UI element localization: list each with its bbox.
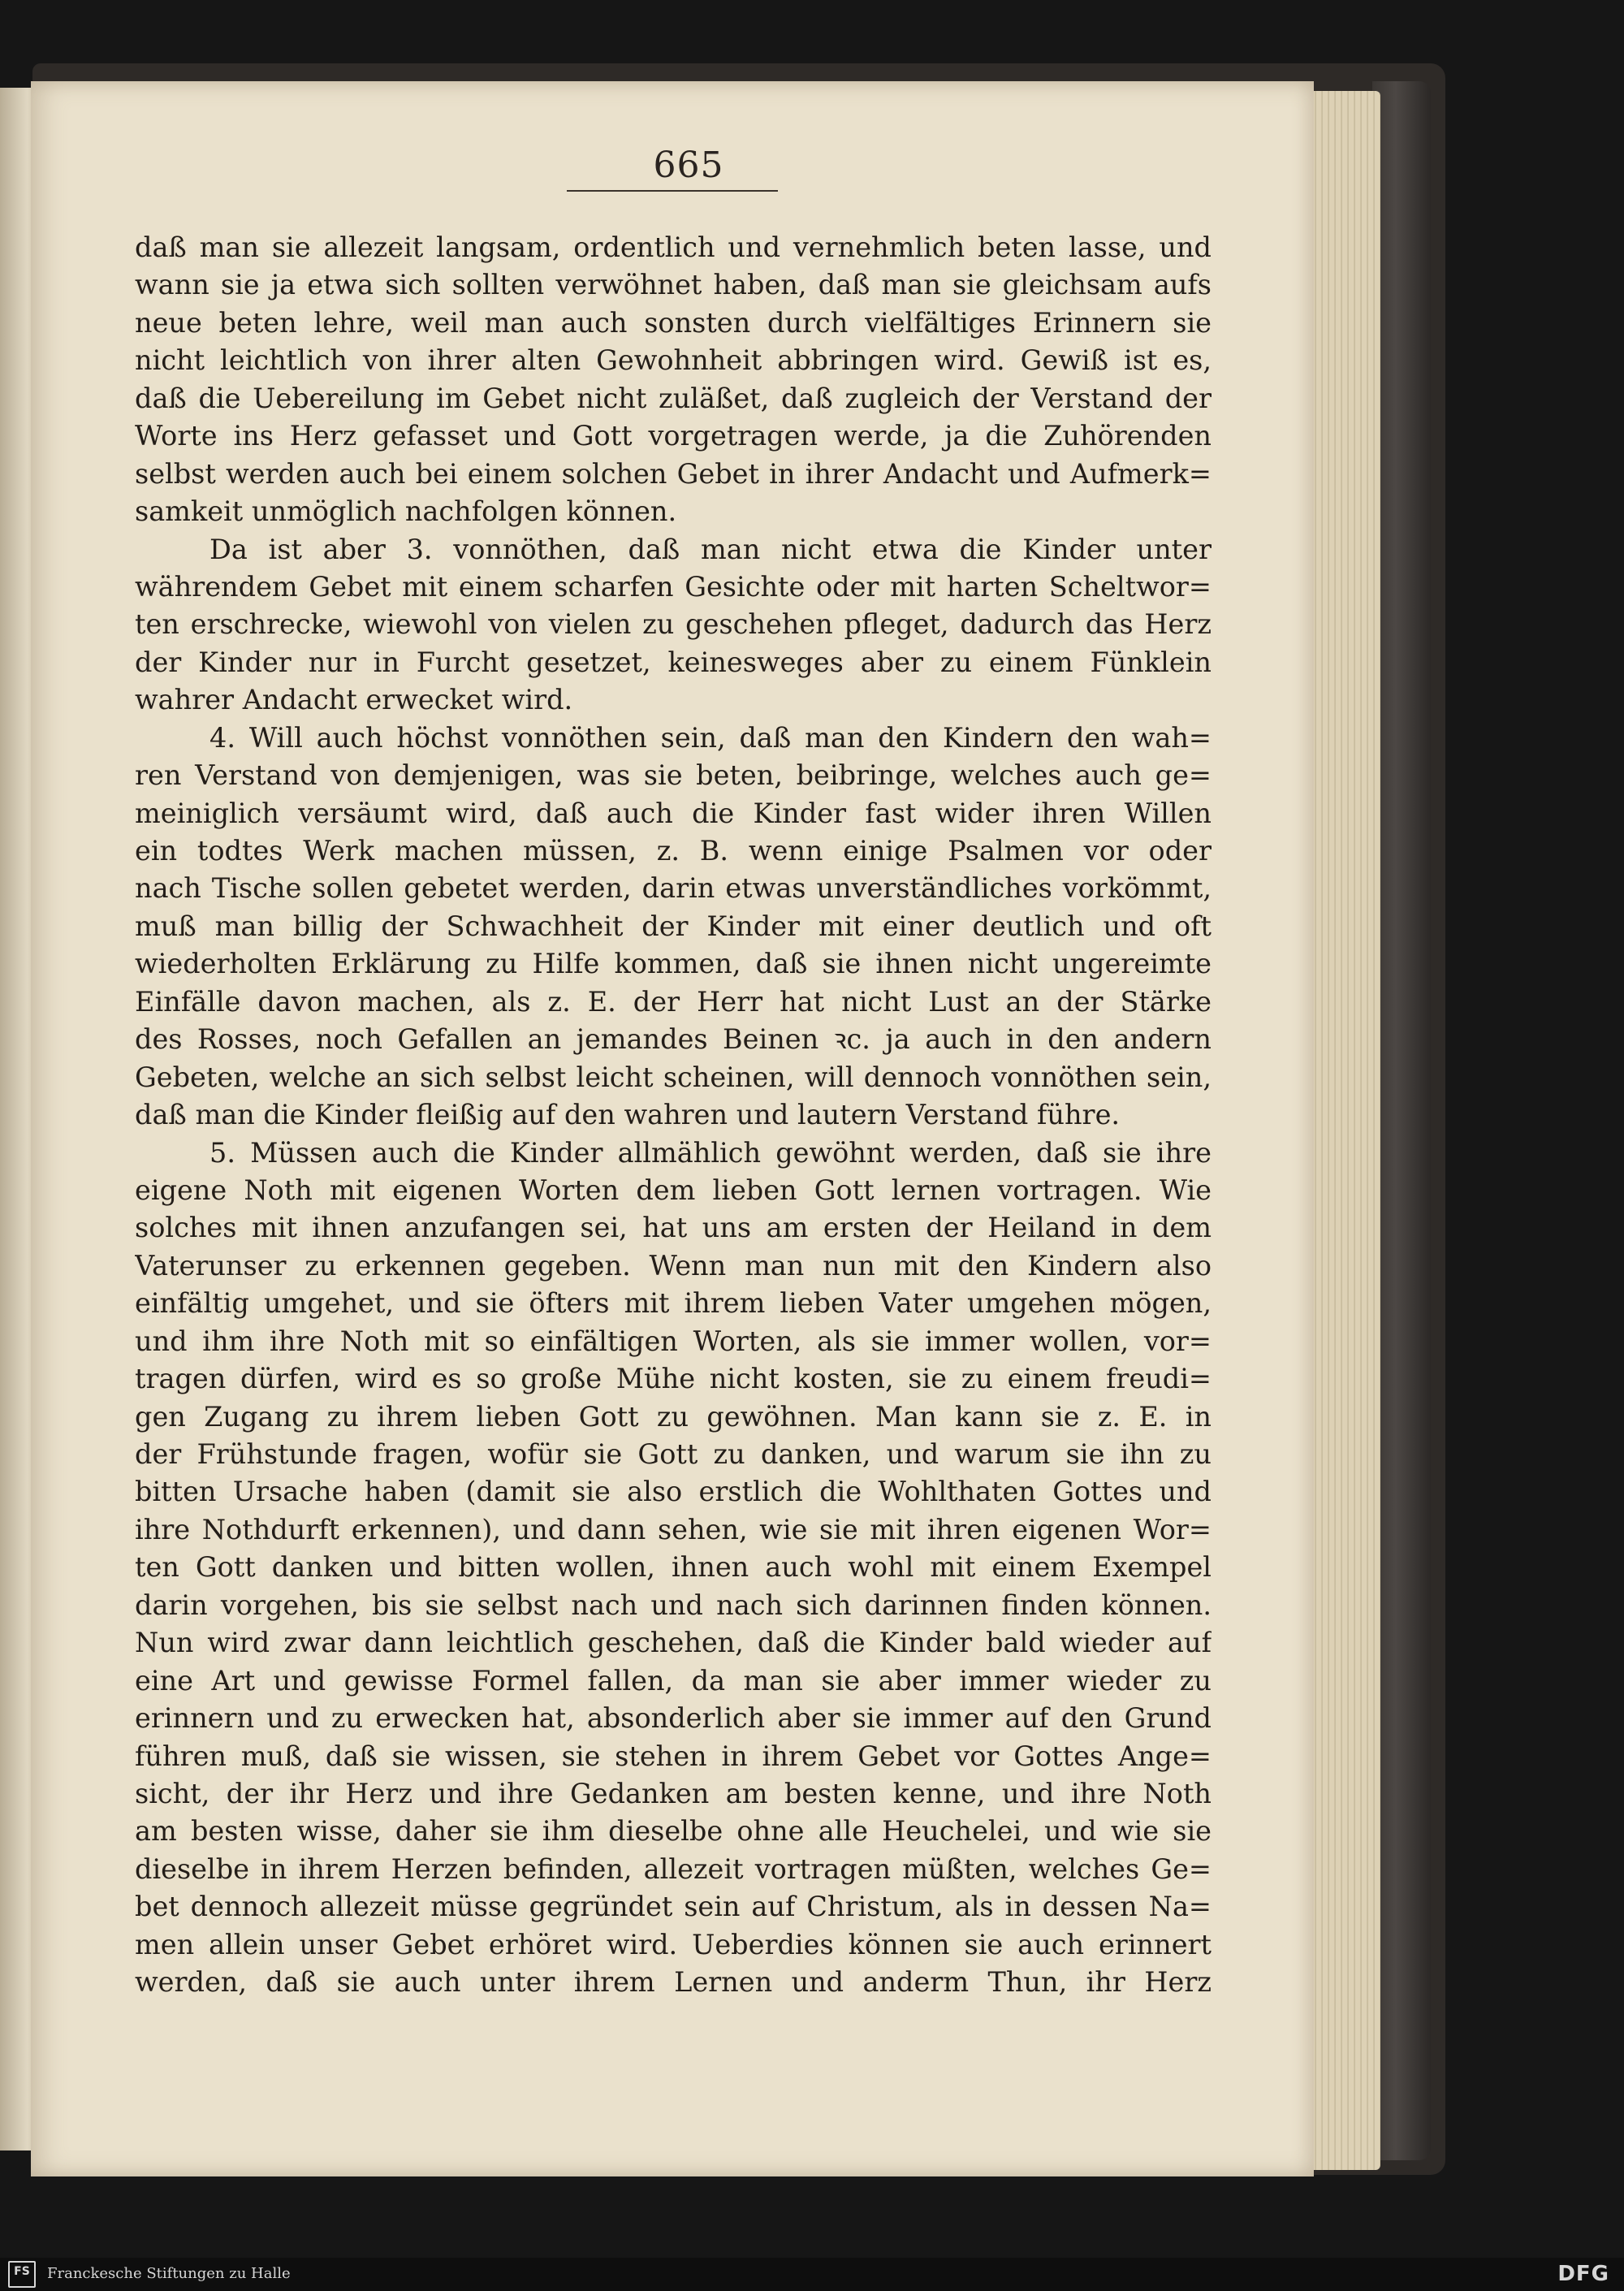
text-line: wiederholten Erklärung zu Hilfe kommen, daß sie ihnen nicht ungereimte — [135, 948, 1212, 980]
text-line: der Frühstunde fragen, wofür sie Gott zu danken, und warum sie ihn zu — [135, 1438, 1212, 1470]
text-line: ten erschrecke, wiewohl von vielen zu geschehen pfleget, dadurch das Herz — [135, 608, 1212, 641]
book-back-cover-edge — [1372, 81, 1431, 2160]
text-line: meiniglich versäumt wird, daß auch die Kinder fast wider ihren Willen — [135, 797, 1212, 829]
text-line: daß man die Kinder fleißig auf den wahren und lautern Verstand führe. — [135, 1099, 1121, 1131]
text-line: Vaterunser zu erkennen gegeben. Wenn man nun mit den Kindern also — [135, 1249, 1212, 1282]
text-line: eine Art und gewisse Formel fallen, da man sie aber immer wieder zu — [135, 1664, 1212, 1697]
header-rule — [567, 190, 778, 192]
text-line: Einfälle davon machen, als z. E. der Herr hat nicht Lust an der Stärke — [135, 985, 1212, 1018]
text-line: des Rosses, noch Gefallen an jemandes Beinen ꝛc. ja auch in den andern — [135, 1023, 1212, 1056]
text-line: nicht leichtlich von ihrer alten Gewohnheit abbringen wird. Gewiß ist es, — [135, 344, 1212, 377]
text-line: Nun wird zwar dann leichtlich geschehen, daß die Kinder bald wieder auf — [135, 1627, 1212, 1659]
text-line: nach Tische sollen gebetet werden, darin etwas unverständliches vorkömmt, — [135, 872, 1212, 905]
text-line: 5. Müssen auch die Kinder allmählich gewöhnt werden, daß sie ihre — [209, 1136, 1212, 1169]
text-line: Worte ins Herz gefasset und Gott vorgetragen werde, ja die Zuhörenden — [135, 420, 1212, 452]
text-line: ren Verstand von demjenigen, was sie beten, beibringe, welches auch ge= — [135, 759, 1212, 792]
text-line: eigene Noth mit eigenen Worten dem lieben Gott lernen vortragen. Wie — [135, 1174, 1212, 1206]
text-line: daß man sie allezeit langsam, ordentlich und vernehmlich beten lasse, und — [135, 231, 1212, 263]
institution-logo — [8, 2261, 36, 2288]
text-line: darin vorgehen, bis sie selbst nach und nach sich darinnen finden können. — [135, 1589, 1212, 1621]
text-line: werden, daß sie auch unter ihrem Lernen und anderm Thun, ihr Herz — [135, 1966, 1212, 1999]
text-line: muß man billig der Schwachheit der Kinder mit einer deutlich und oft — [135, 910, 1212, 942]
text-line: men allein unser Gebet erhöret wird. Ueberdies können sie auch erinnert — [135, 1928, 1212, 1960]
footer-bar — [0, 2258, 1624, 2291]
text-line: Da ist aber 3. vonnöthen, daß man nicht etwa die Kinder unter — [209, 533, 1212, 565]
text-line: solches mit ihnen anzufangen sei, hat uns am ersten der Heiland in dem — [135, 1212, 1212, 1244]
text-line: der Kinder nur in Furcht gesetzet, keinesweges aber zu einem Fünklein — [135, 646, 1212, 678]
text-line: wann sie ja etwa sich sollten verwöhnet haben, daß man sie gleichsam aufs — [135, 269, 1212, 301]
text-line: gen Zugang zu ihrem lieben Gott zu gewöhnen. Man kann sie z. E. in — [135, 1400, 1212, 1433]
dfg-logo: DFG — [1557, 2262, 1609, 2286]
text-line: ein todtes Werk machen müssen, z. B. wenn einige Psalmen vor oder — [135, 835, 1212, 867]
text-line: 4. Will auch höchst vonnöthen sein, daß man den Kindern den wah= — [209, 721, 1212, 754]
text-line: bet dennoch allezeit müsse gegründet sein auf Christum, als in dessen Na= — [135, 1891, 1212, 1923]
text-line: samkeit unmöglich nachfolgen können. — [135, 495, 677, 528]
text-line: bitten Ursache haben (damit sie also erstlich die Wohlthaten Gottes und — [135, 1476, 1212, 1508]
institution-logo-text: FS — [14, 2265, 30, 2278]
text-line: Gebeten, welche an sich selbst leicht scheinen, will dennoch vonnöthen sein, — [135, 1061, 1212, 1093]
text-line: erinnern und zu erwecken hat, absonderlich aber sie immer auf den Grund — [135, 1702, 1212, 1735]
text-line: selbst werden auch bei einem solchen Gebet in ihrer Andacht und Aufmerk= — [135, 457, 1212, 490]
text-line: ihre Nothdurft erkennen), und dann sehen, wie sie mit ihren eigenen Wor= — [135, 1513, 1212, 1545]
body-text — [135, 229, 1212, 2002]
text-line: dieselbe in ihrem Herzen befinden, allezeit vortragen müßten, welches Ge= — [135, 1852, 1212, 1885]
institution-name: Franckesche Stiftungen zu Halle — [47, 2265, 291, 2282]
text-line: tragen dürfen, wird es so große Mühe nicht kosten, sie zu einem freudi= — [135, 1363, 1212, 1395]
text-line: wahrer Andacht erwecket wird. — [135, 684, 573, 716]
text-line: neue beten lehre, weil man auch sonsten durch vielfältiges Erinnern sie — [135, 306, 1212, 339]
text-line: sicht, der ihr Herz und ihre Gedanken am besten kenne, und ihre Noth — [135, 1777, 1212, 1809]
text-line: währendem Gebet mit einem scharfen Gesichte oder mit harten Scheltwor= — [135, 570, 1212, 603]
page-number: 665 — [653, 145, 724, 186]
page — [31, 81, 1314, 2176]
text-line: führen muß, daß sie wissen, sie stehen in ihrem Gebet vor Gottes Ange= — [135, 1740, 1212, 1772]
text-line: einfältig umgehet, und sie öfters mit ihrem lieben Vater umgehen mögen, — [135, 1287, 1212, 1320]
text-line: am besten wisse, daher sie ihm dieselbe ohne alle Heuchelei, und wie sie — [135, 1815, 1212, 1848]
text-line: daß die Uebereilung im Gebet nicht zuläßet, daß zugleich der Verstand der — [135, 382, 1212, 414]
text-line: ten Gott danken und bitten wollen, ihnen auch wohl mit einem Exempel — [135, 1551, 1212, 1584]
text-line: und ihm ihre Noth mit so einfältigen Worten, als sie immer wollen, vor= — [135, 1325, 1212, 1357]
